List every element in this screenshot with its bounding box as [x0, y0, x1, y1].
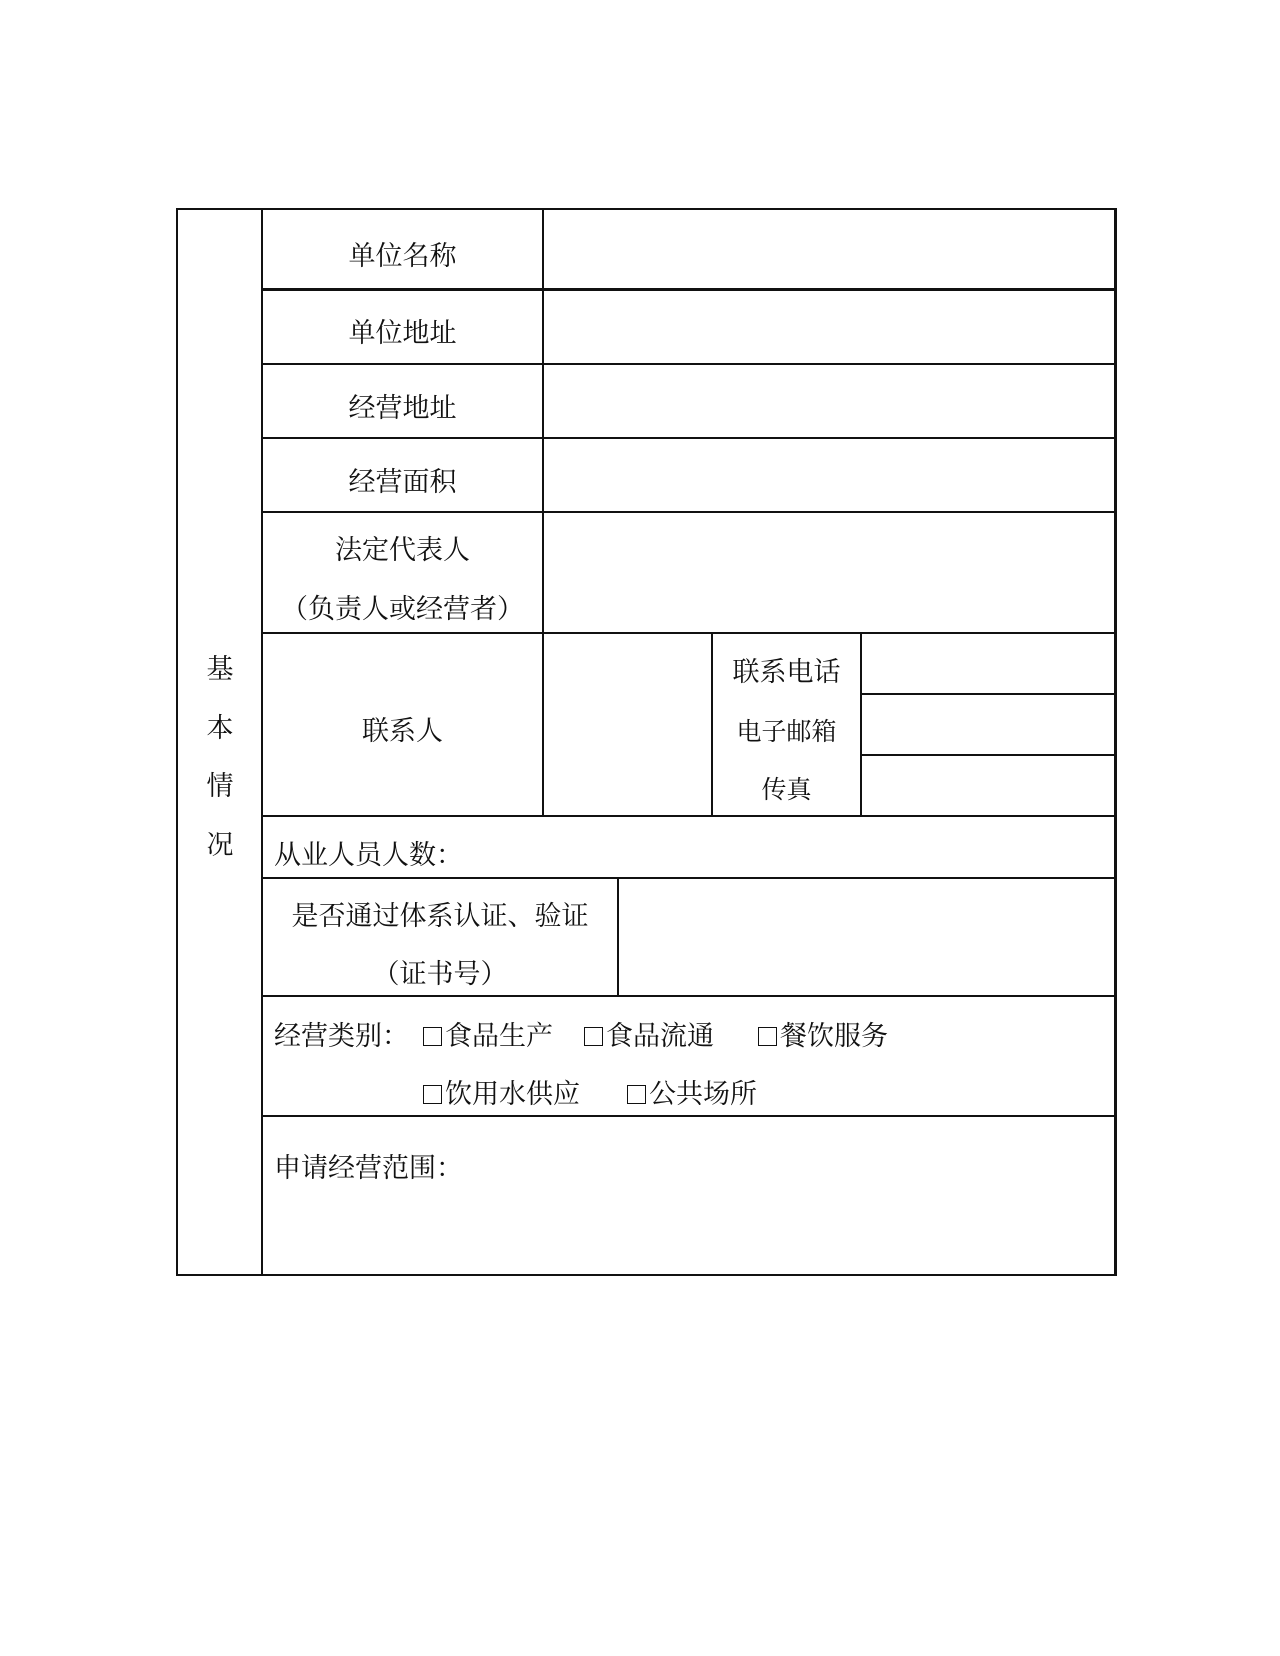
option-drinking-water[interactable] [423, 1081, 580, 1108]
unit-address-label: 单位地址 [348, 318, 457, 349]
scope-label: 申请经营范围： [274, 1153, 463, 1184]
table-divider [617, 878, 619, 996]
section-label-char: 本 [206, 713, 234, 744]
fax-field[interactable] [863, 756, 1114, 814]
email-label: 电子邮箱 [736, 717, 837, 746]
option-label: 食品流通 [606, 1021, 714, 1052]
table-divider [542, 209, 544, 816]
email-field[interactable] [863, 695, 1114, 753]
legal-rep-sublabel: （负责人或经营者） [281, 594, 524, 625]
business-address-field[interactable] [545, 365, 1114, 436]
section-label-char: 况 [206, 830, 234, 861]
option-food-circulation[interactable] [584, 1023, 714, 1050]
scope-field[interactable] [263, 1190, 1114, 1274]
business-area-label: 经营面积 [348, 467, 457, 498]
option-label: 饮用水供应 [445, 1079, 580, 1110]
phone-field[interactable] [863, 634, 1114, 692]
contact-person-label: 联系人 [362, 716, 443, 747]
fax-label: 传真 [761, 775, 812, 804]
certification-label: 是否通过体系认证、验证 [291, 901, 589, 932]
section-label-char: 情 [206, 771, 234, 802]
business-area-field[interactable] [545, 439, 1114, 510]
table-divider [262, 1115, 1115, 1117]
checkbox-icon[interactable] [423, 1027, 442, 1046]
legal-rep-field[interactable] [545, 513, 1114, 631]
table-divider [860, 633, 862, 816]
option-label: 食品生产 [445, 1021, 553, 1052]
unit-address-field[interactable] [545, 291, 1114, 362]
staff-count-label: 从业人员人数： [274, 840, 463, 871]
checkbox-icon[interactable] [758, 1027, 777, 1046]
phone-label: 联系电话 [732, 657, 841, 688]
checkbox-icon[interactable] [584, 1027, 603, 1046]
section-label-char: 基 [206, 654, 234, 685]
table-divider [262, 995, 1115, 997]
certification-sublabel: （证书号） [372, 959, 508, 990]
option-public-places[interactable] [627, 1081, 757, 1108]
business-type-label: 经营类别： [274, 1021, 409, 1052]
legal-rep-label: 法定代表人 [335, 535, 470, 566]
checkbox-icon[interactable] [423, 1085, 442, 1104]
certification-field[interactable] [620, 879, 1114, 994]
checkbox-icon[interactable] [627, 1085, 646, 1104]
table-divider [262, 815, 1115, 817]
option-catering-service[interactable] [758, 1023, 888, 1050]
option-label: 公共场所 [649, 1079, 757, 1110]
contact-person-field[interactable] [545, 634, 710, 814]
unit-name-field[interactable] [545, 210, 1114, 287]
business-address-label: 经营地址 [348, 393, 457, 424]
option-label: 餐饮服务 [780, 1021, 888, 1052]
option-food-production[interactable] [423, 1023, 553, 1050]
unit-name-label: 单位名称 [348, 241, 457, 272]
